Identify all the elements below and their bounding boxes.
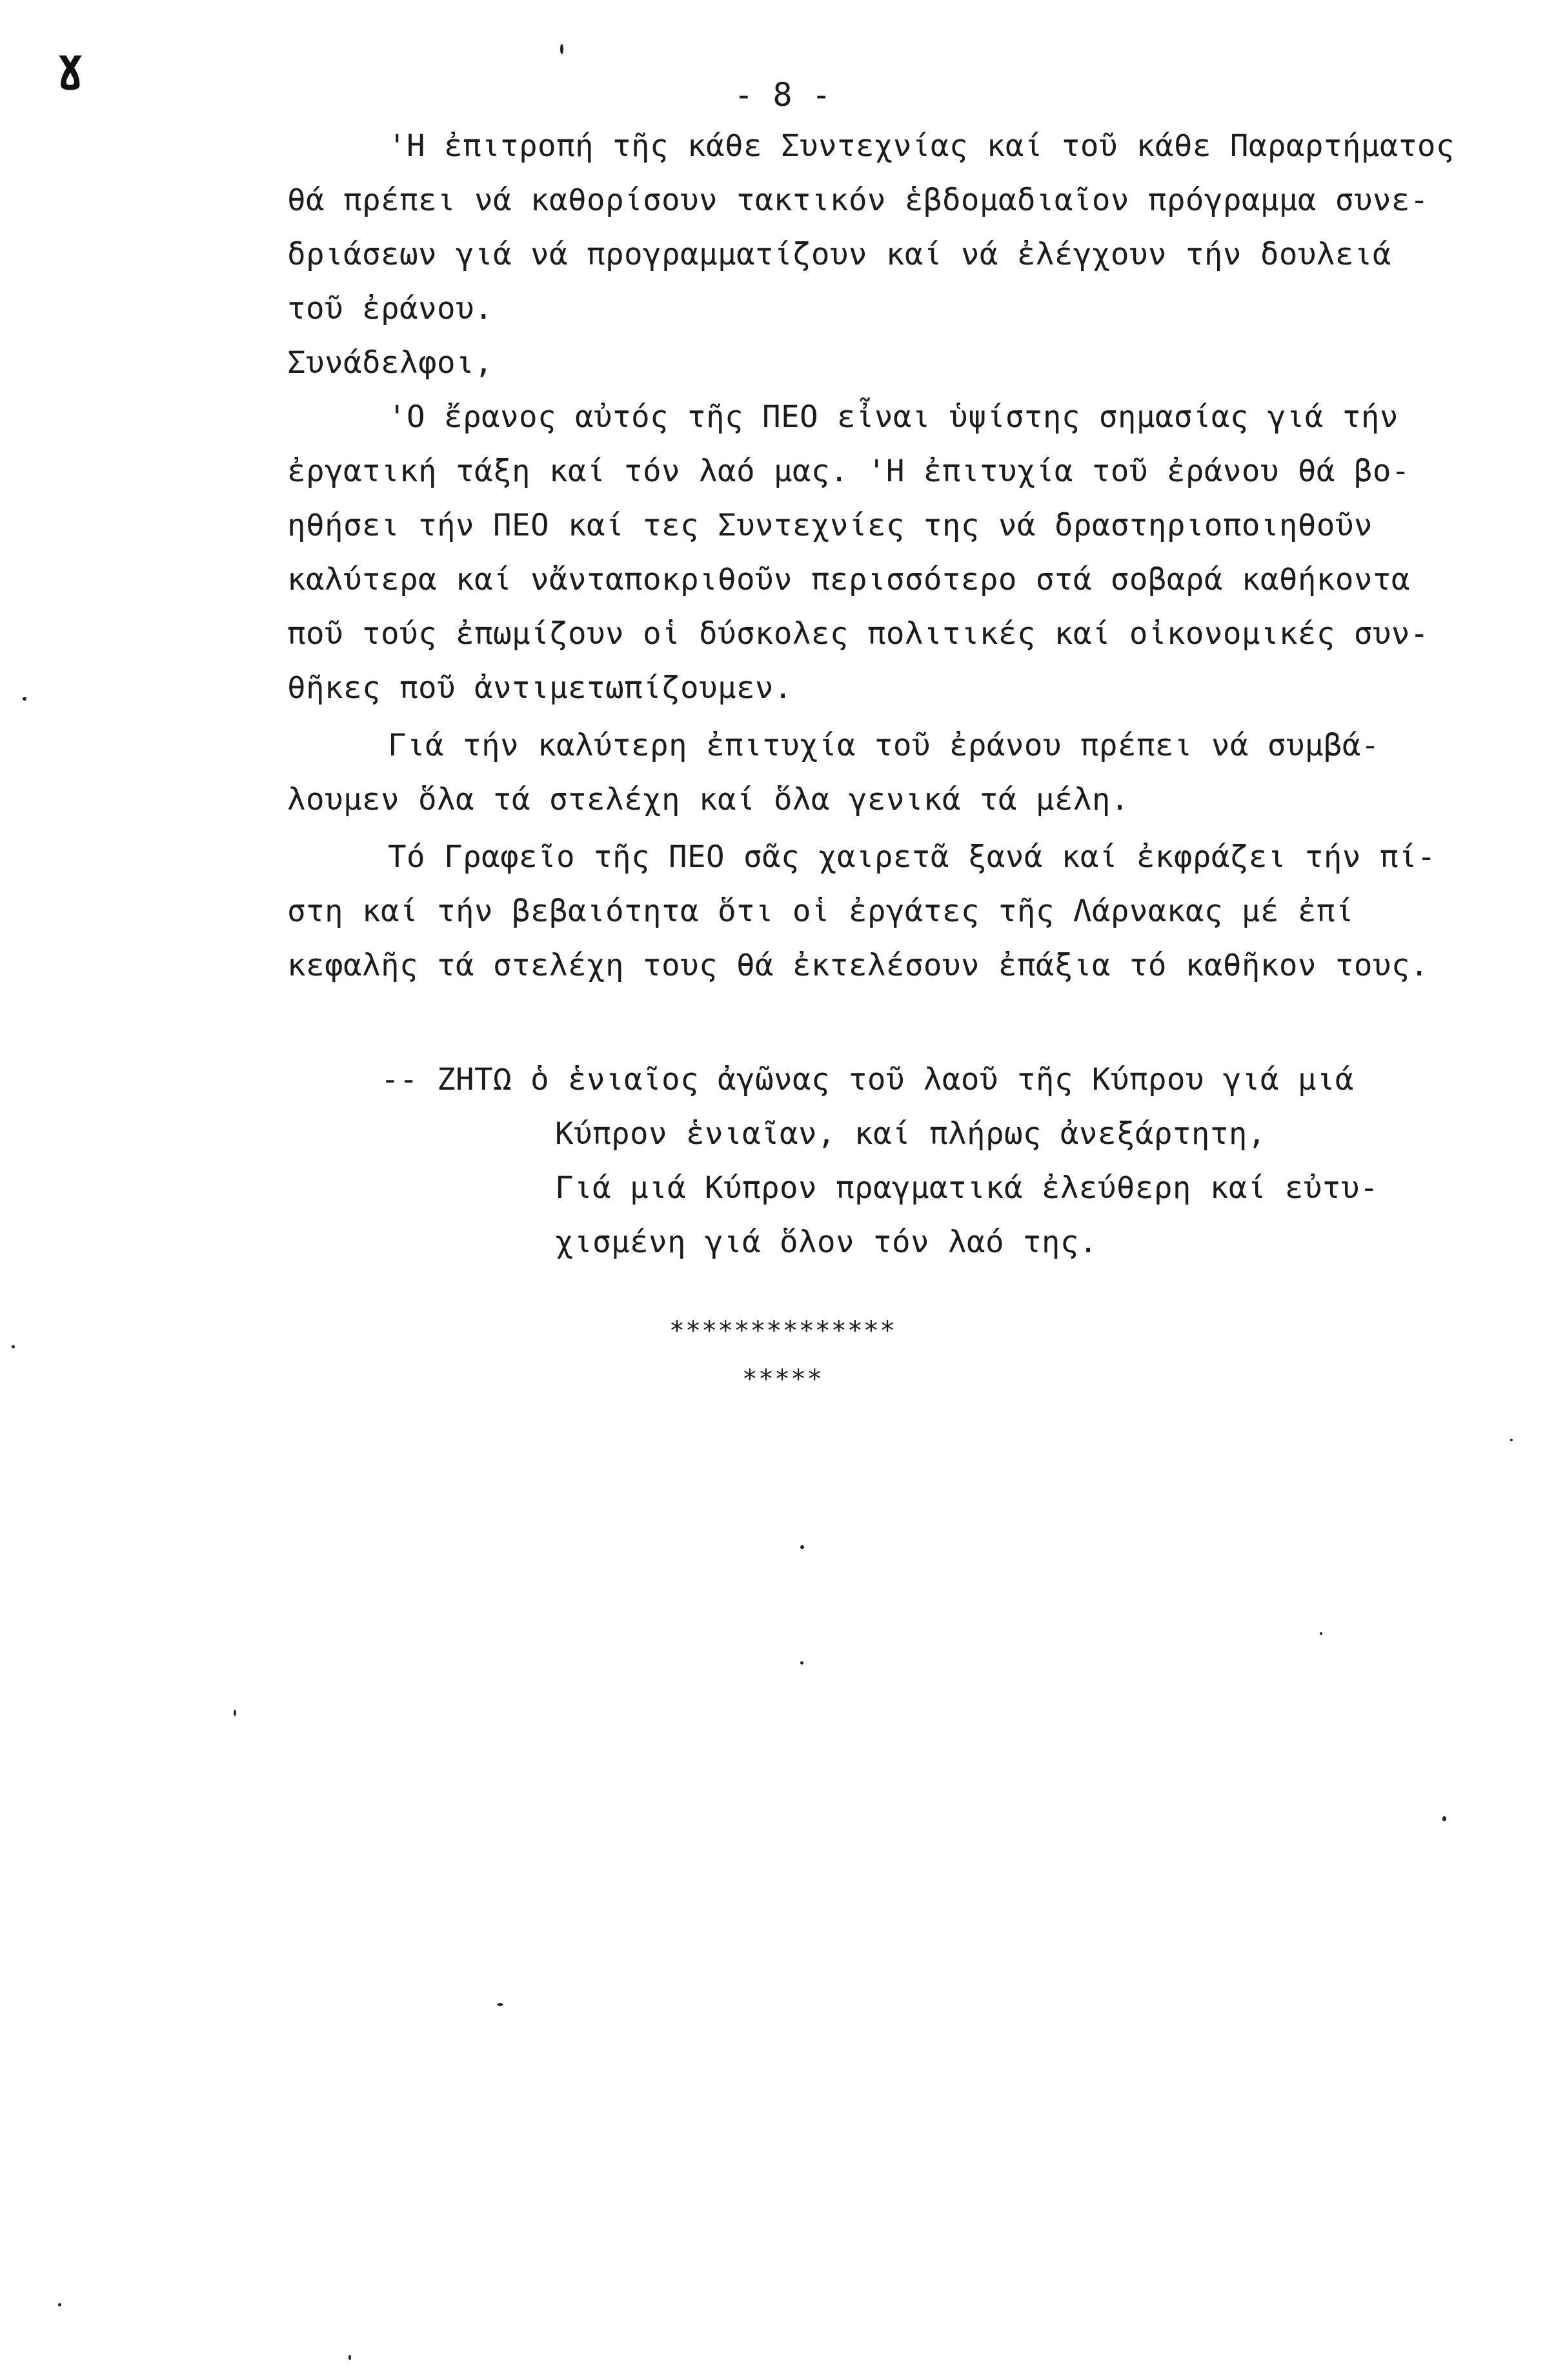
text-line: καλύτερα καί νἄνταποκριθοῦν περισσότερο στά σοβαρά καθήκοντα [287,562,1410,597]
text-line: ἐργατική τάξη καί τόν λαό μας. 'Η ἐπιτυχία τοῦ ἐράνου θά βο- [287,454,1410,489]
slogan-line: -- ΖΗΤΩ ὁ ἑνιαῖος ἀγῶνας τοῦ λαοῦ τῆς Κύπρου γιά μιά [381,1062,1354,1097]
scan-speck [58,2303,61,2306]
slogan-line: Γιά μιά Κύπρον πραγματικά ἐλεύθερη καί εὐτυ- [555,1170,1378,1206]
text-line: τοῦ ἐράνου. [287,291,493,326]
scan-speck [23,697,26,701]
scan-speck [1320,1632,1322,1635]
text-line: δριάσεων γιά νά προγραμματίζουν καί νά ἐλέγχουν τήν δουλειά [287,237,1391,272]
paragraph-contribution [287,719,1513,827]
text-line: ηθήσει τήν ΠΕΟ καί τες Συντεχνίες της νά δραστηριοποιηθοῦν [287,508,1373,543]
separator-stars-long: ************** [669,1316,896,1346]
scan-speck [234,1710,236,1716]
paragraph-fundraiser-importance [287,390,1513,715]
text-line: θά πρέπει νά καθορίσουν τακτικόν ἑβδομαδιαῖον πρόγραμμα συνε- [287,183,1429,218]
scan-mark: ɣ [57,39,85,92]
scan-speck [497,2003,503,2006]
text-line: Συνάδελφοι, [287,345,493,381]
text-line: 'Ο ἔρανος αὐτός τῆς ΠΕΟ εἶναι ὑψίστης σημασίας γιά τήν [388,399,1398,435]
slogan-line: χισμένη γιά ὅλον τόν λαό της. [555,1225,1098,1260]
text-line: λουμεν ὅλα τά στελέχη καί ὅλα γενικά τά μέλη. [287,782,1129,817]
scan-speck [1442,1816,1446,1821]
salutation [287,336,1513,390]
scan-speck [1510,1439,1513,1441]
text-line: στη καί τήν βεβαιότητα ὅτι οἱ ἐργάτες τῆς Λάρνακας μέ ἐπί [287,894,1354,929]
paragraph-office-greeting [287,830,1513,993]
scan-speck [12,1345,15,1348]
text-line: Τό Γραφεῖο τῆς ΠΕΟ σᾶς χαιρετᾶ ξανά καί ἐκφράζει τήν πί- [388,839,1436,875]
page-number: - 8 - [734,76,831,114]
scan-speck [800,1661,803,1665]
text-line: Γιά τήν καλύτερη ἐπιτυχία τοῦ ἐράνου πρέπει νά συμβά- [388,728,1380,763]
paragraph-committee-schedule [287,119,1513,336]
closing-slogan [381,1053,1491,1270]
scan-speck [348,2355,351,2360]
scan-speck [560,44,563,54]
text-line: ποῦ τούς ἐπωμίζουν οἱ δύσκολες πολιτικές καί οἰκονομικές συν- [287,616,1429,652]
scan-speck [800,1545,804,1549]
text-line: 'Η ἐπιτροπή τῆς κάθε Συντεχνίας καί τοῦ κάθε Παραρτήματος [388,128,1455,164]
text-line: κεφαλῆς τά στελέχη τους θά ἐκτελέσουν ἐπάξια τό καθῆκον τους. [287,948,1429,983]
document-body [287,119,1513,993]
slogan-line: Κύπρον ἑνιαῖαν, καί πλήρως ἀνεξάρτητη, [555,1116,1266,1152]
separator-stars-short: ***** [742,1365,823,1394]
text-line: θῆκες ποῦ ἀντιμετωπίζουμεν. [287,670,793,706]
